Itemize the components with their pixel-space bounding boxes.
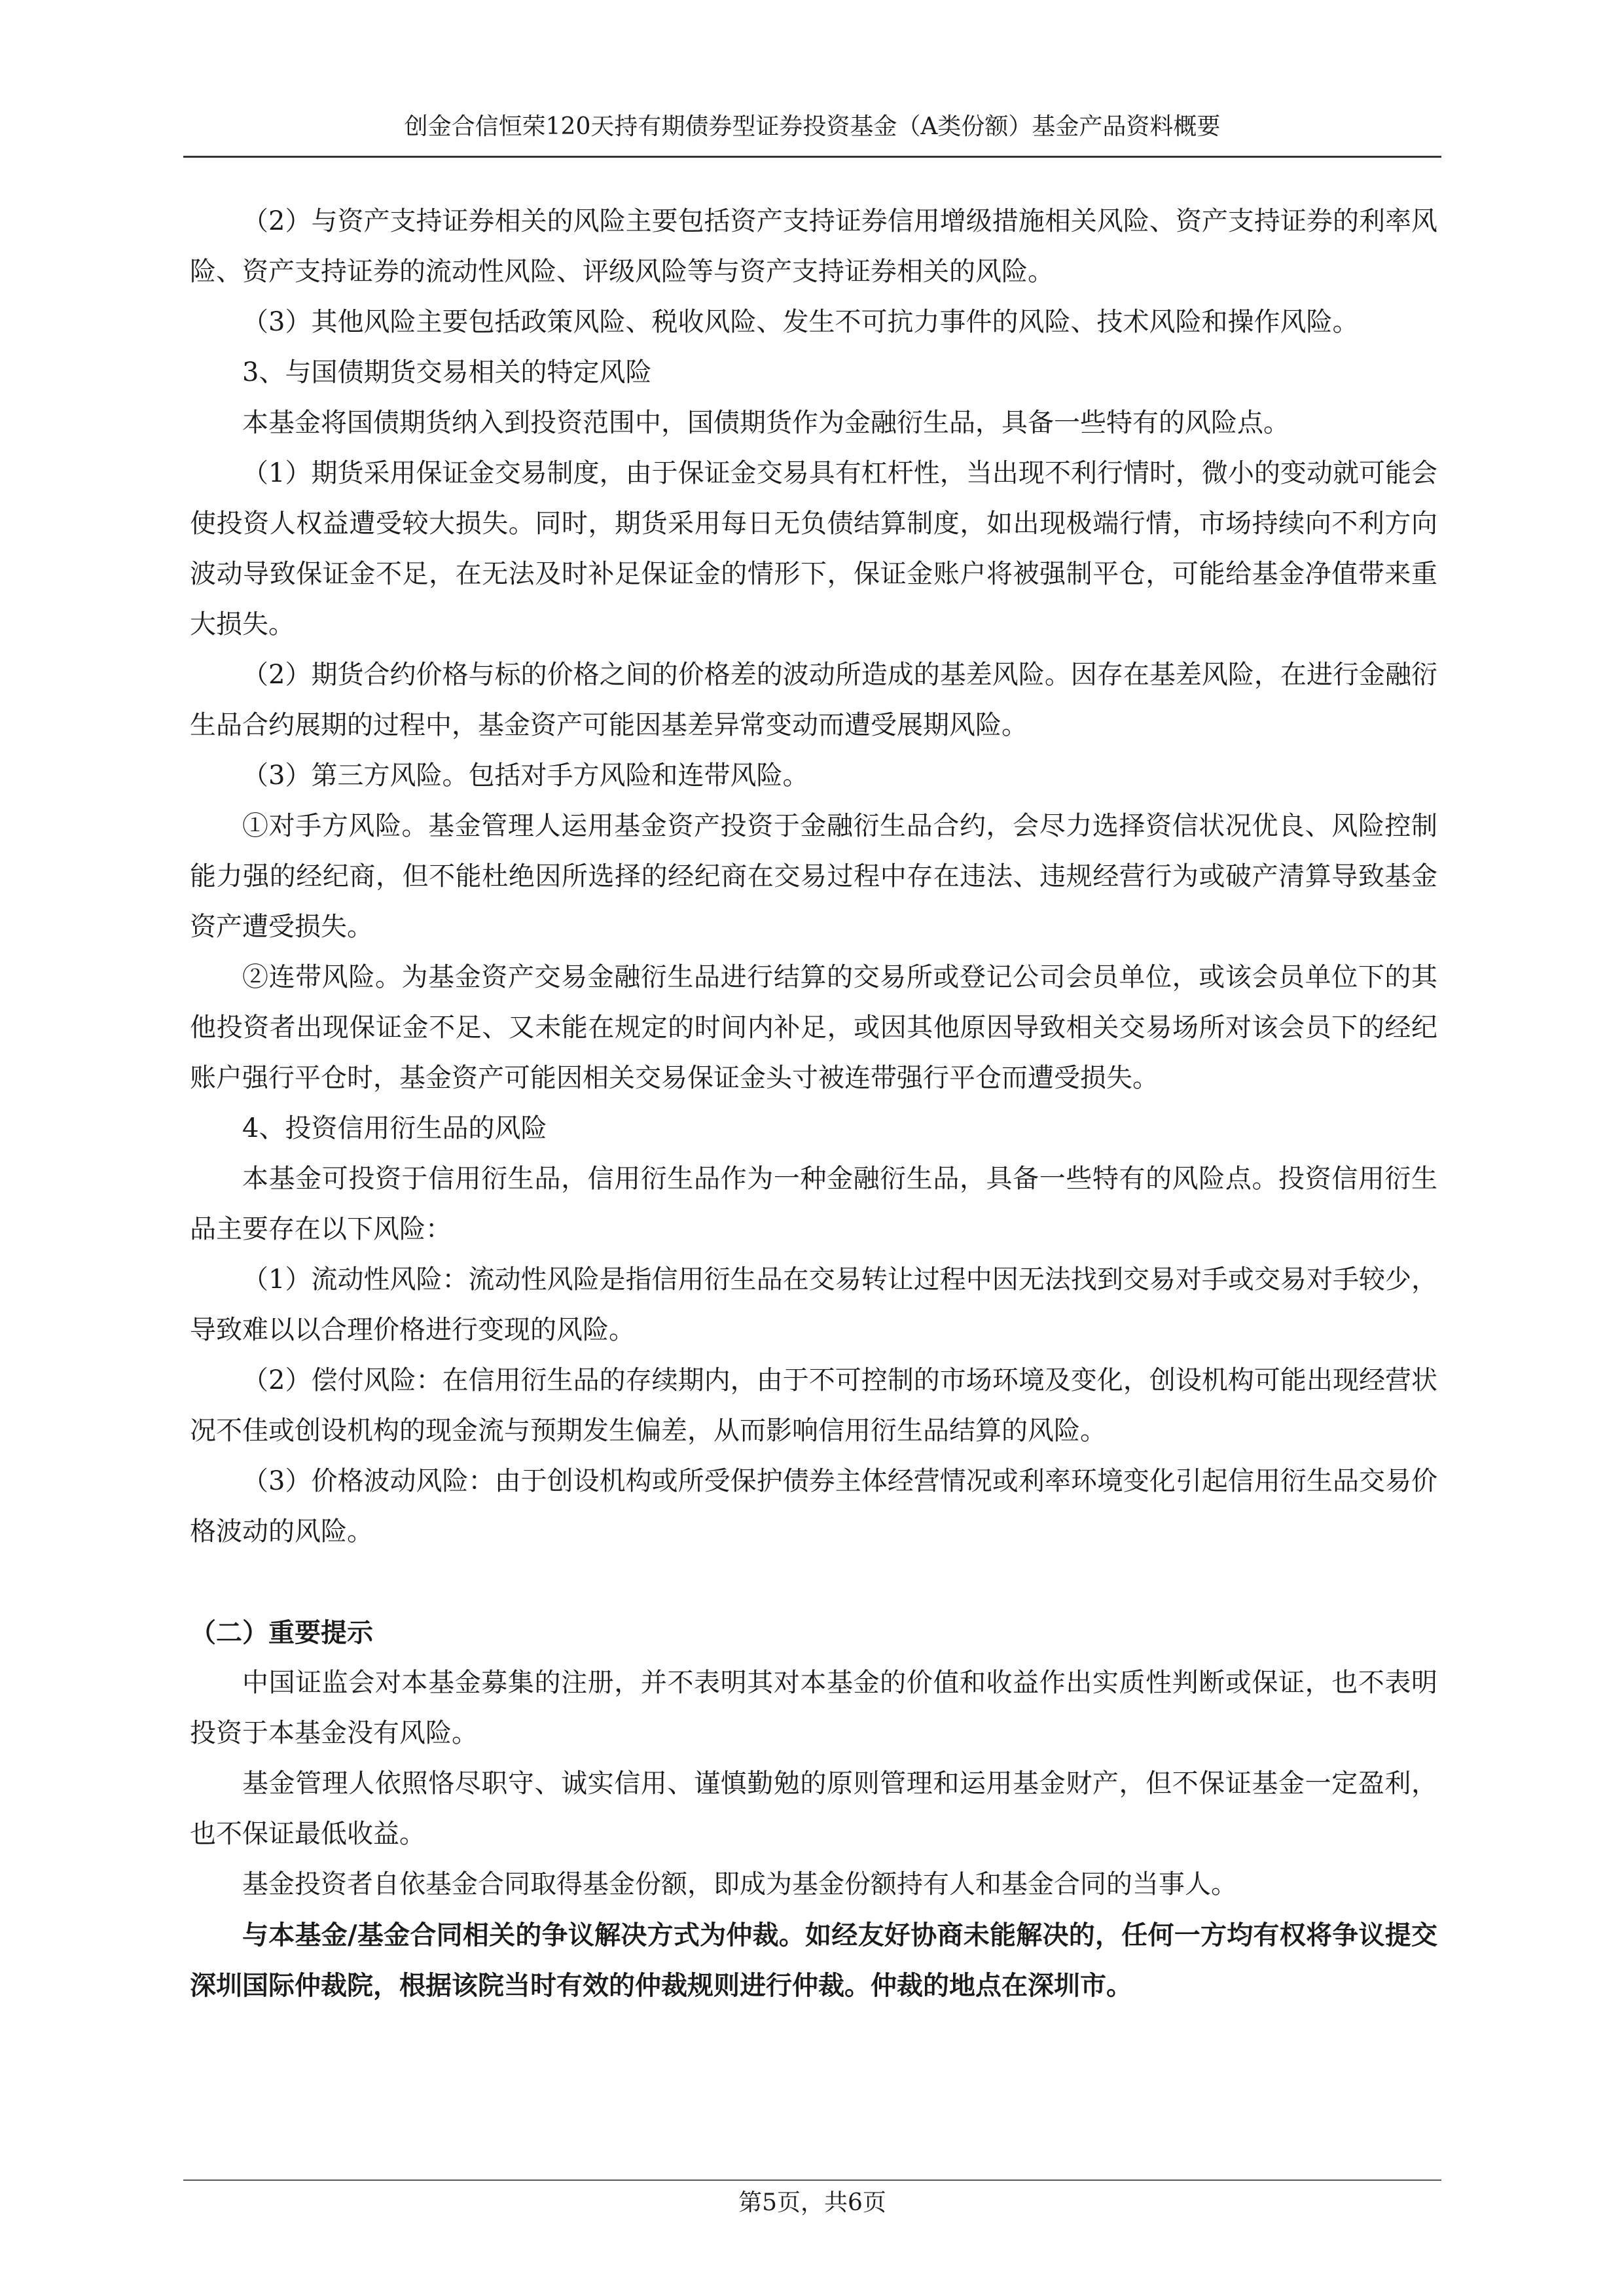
- paragraph-arbitration-notice: 与本基金/基金合同相关的争议解决方式为仲裁。如经友好协商未能解决的，任何一方均有权将争议提交深圳国际仲裁院，根据该院当时有效的仲裁规则进行仲裁。仲裁的地点在深圳市。: [190, 1920, 1437, 2001]
- paragraph-basis-risk: （2）期货合约价格与标的价格之间的价格差的波动所造成的基差风险。因存在基差风险，在进行金融衍生品合约展期的过程中，基金资产可能因基差异常变动而遭受展期风险。: [190, 660, 1437, 740]
- paragraph-investor-notice: 基金投资者自依基金合同取得基金份额，即成为基金份额持有人和基金合同的当事人。: [242, 1869, 1237, 1899]
- paragraph-abs-risk: （2）与资产支持证券相关的风险主要包括资产支持证券信用增级措施相关风险、资产支持证券的利率风险、资产支持证券的流动性风险、评级风险等与资产支持证券相关的风险。: [190, 206, 1437, 287]
- paragraph-manager-notice: 基金管理人依照恪尽职守、诚实信用、谨慎勤勉的原则管理和运用基金财产，但不保证基金一定盈利，也不保证最低收益。: [190, 1768, 1437, 1849]
- paragraph-treasury-futures-intro: 本基金将国债期货纳入到投资范围中，国债期货作为金融衍生品，具备一些特有的风险点。: [242, 408, 1290, 438]
- paragraph-liquidity-risk: （1）流动性风险：流动性风险是指信用衍生品在交易转让过程中因无法找到交易对手或交易对手较少，导致难以以合理价格进行变现的风险。: [190, 1265, 1437, 1345]
- paragraph-csrc-notice: 中国证监会对本基金募集的注册，并不表明其对本基金的价值和收益作出实质性判断或保证，也不表明投资于本基金没有风险。: [190, 1668, 1437, 1748]
- footer-divider: [183, 2179, 1441, 2181]
- heading-treasury-futures-risk: 3、与国债期货交易相关的特定风险: [242, 357, 652, 387]
- page-header-title: 创金合信恒荣120天持有期债券型证券投资基金（A类份额）基金产品资料概要: [404, 113, 1221, 140]
- paragraph-joint-risk: ②连带风险。为基金资产交易金融衍生品进行结算的交易所或登记公司会员单位，或该会员单位下的其他投资者出现保证金不足、又未能在规定的时间内补足，或因其他原因导致相关交易场所对该会员下的经纪账户强行平仓时，基金资产可能因相关交易保证金头寸被连带强行平仓而遭受损失。: [190, 962, 1437, 1093]
- paragraph-third-party-risk: （3）第三方风险。包括对手方风险和连带风险。: [242, 761, 809, 791]
- section-title-important-notice: （二）重要提示: [190, 1617, 373, 1648]
- paragraph-price-volatility-risk: （3）价格波动风险：由于创设机构或所受保护债券主体经营情况或利率环境变化引起信用衍生品交易价格波动的风险。: [190, 1466, 1437, 1547]
- paragraph-margin-risk: （1）期货采用保证金交易制度，由于保证金交易具有杠杆性，当出现不利行情时，微小的变动就可能会使投资人权益遭受较大损失。同时，期货采用每日无负债结算制度，如出现极端行情，市场持续向不利方向波动导致保证金不足，在无法及时补足保证金的情形下，保证金账户将被强制平仓，可能给基金净值带来重大损失。: [190, 458, 1437, 639]
- paragraph-other-risk: （3）其他风险主要包括政策风险、税收风险、发生不可抗力事件的风险、技术风险和操作风险。: [242, 307, 1359, 337]
- paragraph-credit-derivatives-intro: 本基金可投资于信用衍生品，信用衍生品作为一种金融衍生品，具备一些特有的风险点。投资信用衍生品主要存在以下风险：: [190, 1164, 1437, 1244]
- page-number: 第5页，共6页: [738, 2189, 886, 2216]
- paragraph-counterparty-risk: ①对手方风险。基金管理人运用基金资产投资于金融衍生品合约，会尽力选择资信状况优良、风险控制能力强的经纪商，但不能杜绝因所选择的经纪商在交易过程中存在违法、违规经营行为或破产清算导致基金资产遭受损失。: [190, 811, 1437, 942]
- heading-credit-derivatives-risk: 4、投资信用衍生品的风险: [242, 1113, 547, 1143]
- paragraph-repayment-risk: （2）偿付风险：在信用衍生品的存续期内，由于不可控制的市场环境及变化，创设机构可能出现经营状况不佳或创设机构的现金流与预期发生偏差，从而影响信用衍生品结算的风险。: [190, 1365, 1437, 1446]
- header-divider: [183, 156, 1441, 158]
- document-body: [190, 196, 1437, 2011]
